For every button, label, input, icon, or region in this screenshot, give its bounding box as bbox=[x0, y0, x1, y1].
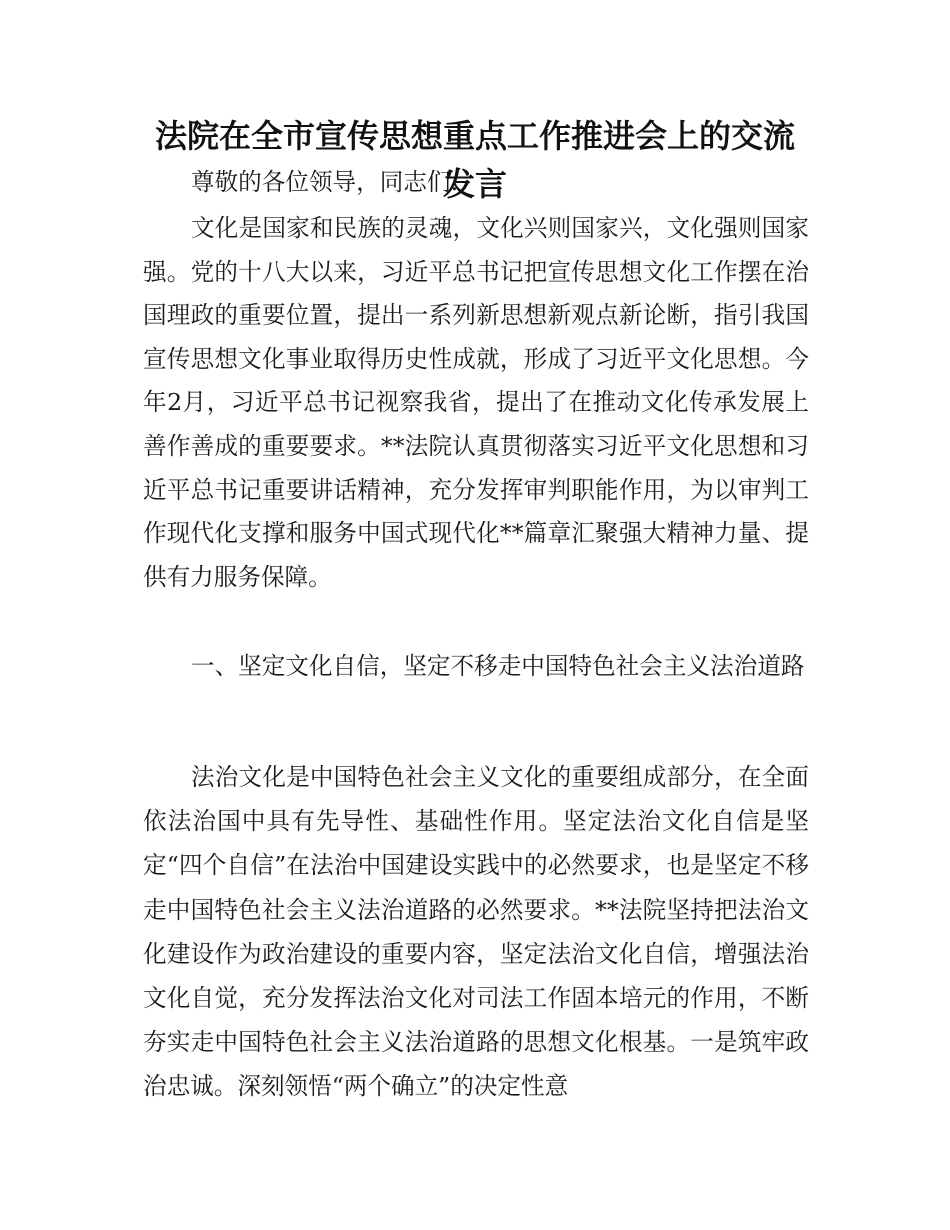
section-heading-1: 一、坚定文化自信，坚定不移走中国特色社会主义法治道路 bbox=[191, 652, 805, 680]
section-1-paragraph: 法治文化是中国特色社会主义文化的重要组成部分，在全面依法治国中具有先导性、基础性作用。坚定法治文化自信是坚定“四个自信”在法治中国建设实践中的必然要求，也是坚定不移走中国特色社会主义法治道路的必然要求。**法院坚持把法治文化建设作为政治建设的重要内容，坚定法治文化自信，增强法治文化自觉，充分发挥法治文化对司法工作固本培元的作用，不断夯实走中国特色社会主义法治道路的思想文化根基。一是筑牢政治忠诚。深刻领悟“两个确立”的决定性意 bbox=[143, 763, 809, 1101]
greeting-paragraph: 尊敬的各位领导，同志们: bbox=[191, 168, 459, 196]
title-line-1: 法院在全市宣传思想重点工作推进会上的交流 bbox=[154, 117, 795, 155]
title-line-2: 发言 bbox=[442, 165, 507, 203]
intro-paragraph: 文化是国家和民族的灵魂，文化兴则国家兴，文化强则国家强。党的十八大以来，习近平总书记把宣传思想文化工作摆在治国理政的重要位置，提出一系列新思想新观点新论断，指引我国宣传思想文化事业取得历史性成就，形成了习近平文化思想。今年2月，习近平总书记视察我省，提出了在推动文化传承发展上善作善成的重要要求。**法院认真贯彻落实习近平文化思想和习近平总书记重要讲话精神，充分发挥审判职能作用，为以审判工作现代化支撑和服务中国式现代化**篇章汇聚强大精神力量、提供有力服务保障。 bbox=[143, 214, 809, 591]
